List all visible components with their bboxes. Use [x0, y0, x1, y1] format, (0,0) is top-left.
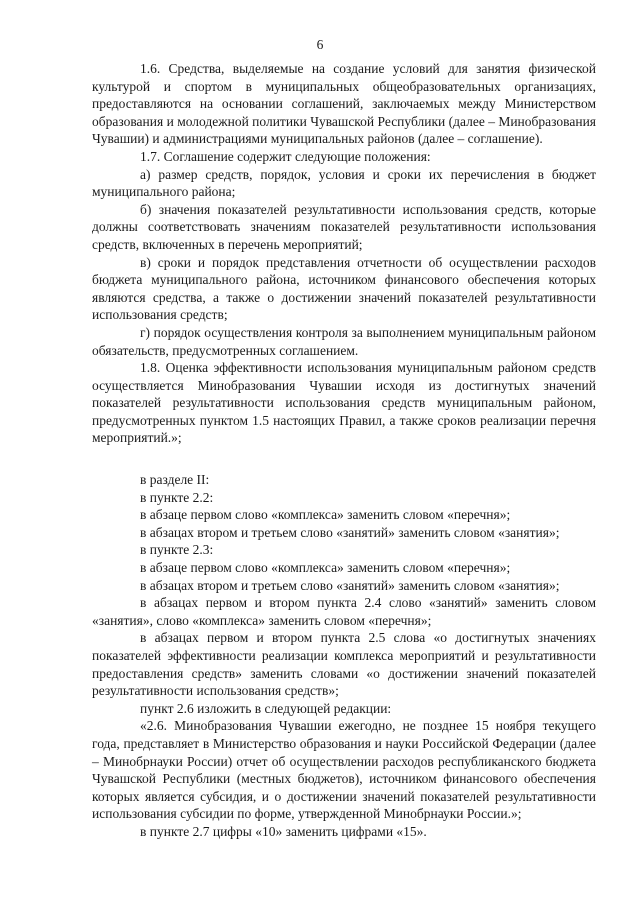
page-number: 6 [316, 37, 324, 52]
amendment-point-2-7: в пункте 2.7 цифры «10» заменить цифрами «15». [140, 823, 427, 839]
document-body [92, 60, 596, 841]
amendment-2-2-second-third: в абзацах втором и третьем слово «занятий» заменить словом «занятия»; [140, 524, 560, 540]
amendment-2-3-first: в абзаце первом слово «комплекса» заменить словом «перечня»; [140, 560, 511, 576]
paragraph-1-7-g: г) порядок осуществления контроля за выполнением муниципальным районом обязательств, предусмотренных соглашением. [92, 324, 596, 358]
amendment-2-2-first: в абзаце первом слово «комплекса» заменить словом «перечня»; [140, 507, 511, 523]
amendment-point-2-5: в абзацах первом и втором пункта 2.5 слова «о достигнутых значениях показателей эффективности реализации комплекса мероприятий и результативности предоставления средств» заменить словами «о достижении значений показателей результативности использования средств»; [92, 630, 596, 699]
paragraph-1-8: 1.8. Оценка эффективности использования муниципальным районом средств осуществляется Минобразования Чувашии исходя из достигнутых значений показателей результативности использования средств муниципальным районом, предусмотренных пунктом 1.5 настоящих Правил, а также сроков реализации перечня мероприятий.»; [92, 360, 596, 446]
paragraph-1-7: 1.7. Соглашение содержит следующие положения: [140, 148, 431, 164]
paragraph-1-7-a: а) размер средств, порядок, условия и сроки их перечисления в бюджет муниципального района; [92, 166, 596, 200]
paragraph-1-6: 1.6. Средства, выделяемые на создание условий для занятия физической культурой и спортом в муниципальных общеобразовательных организациях, предоставляются на основании соглашений, заключаемых между Министерством образования и молодежной политики Чувашской Республики (далее – Минобразования Чувашии) и администрациями муниципальных районов (далее – соглашение). [92, 61, 596, 147]
amendment-point-2-4: в абзацах первом и втором пункта 2.4 слово «занятий» заменить словом «занятия», слово «комплекса» заменить словом «перечня»; [92, 595, 596, 628]
amendment-2-3-second-third: в абзацах втором и третьем слово «занятий» заменить словом «занятия»; [140, 577, 560, 593]
amendment-point-2-3: в пункте 2.3: [140, 542, 214, 558]
amendment-point-2-6: пункт 2.6 изложить в следующей редакции: [140, 700, 392, 716]
paragraph-1-7-v: в) сроки и порядок представления отчетности об осуществлении расходов бюджета муниципального района, источником финансового обеспечения которых являются средства, а также о достижении значений показателей результативности использования средств; [92, 254, 596, 323]
amendment-point-2-2: в пункте 2.2: [140, 489, 214, 505]
amendment-section-2: в разделе II: [140, 472, 210, 488]
paragraph-1-7-b: б) значения показателей результативности использования средств, которые должны соответствовать значениям показателей результативности использования средств, включенных в перечень мероприятий; [92, 201, 596, 252]
section-gap [92, 447, 596, 471]
amendment-2-6-text: «2.6. Минобразования Чувашии ежегодно, не позднее 15 ноября текущего года, представляет в Министерство образования и науки Российской Федерации (далее – Минобрнауки России) отчет об осуществлении расходов республиканского бюджета Чувашской Республики (местных бюджетов), источником финансового обеспечения которых является субсидия, и о достижении значений показателей результативности использования субсидии по форме, утвержденной Минобрнауки России.»; [92, 718, 596, 822]
